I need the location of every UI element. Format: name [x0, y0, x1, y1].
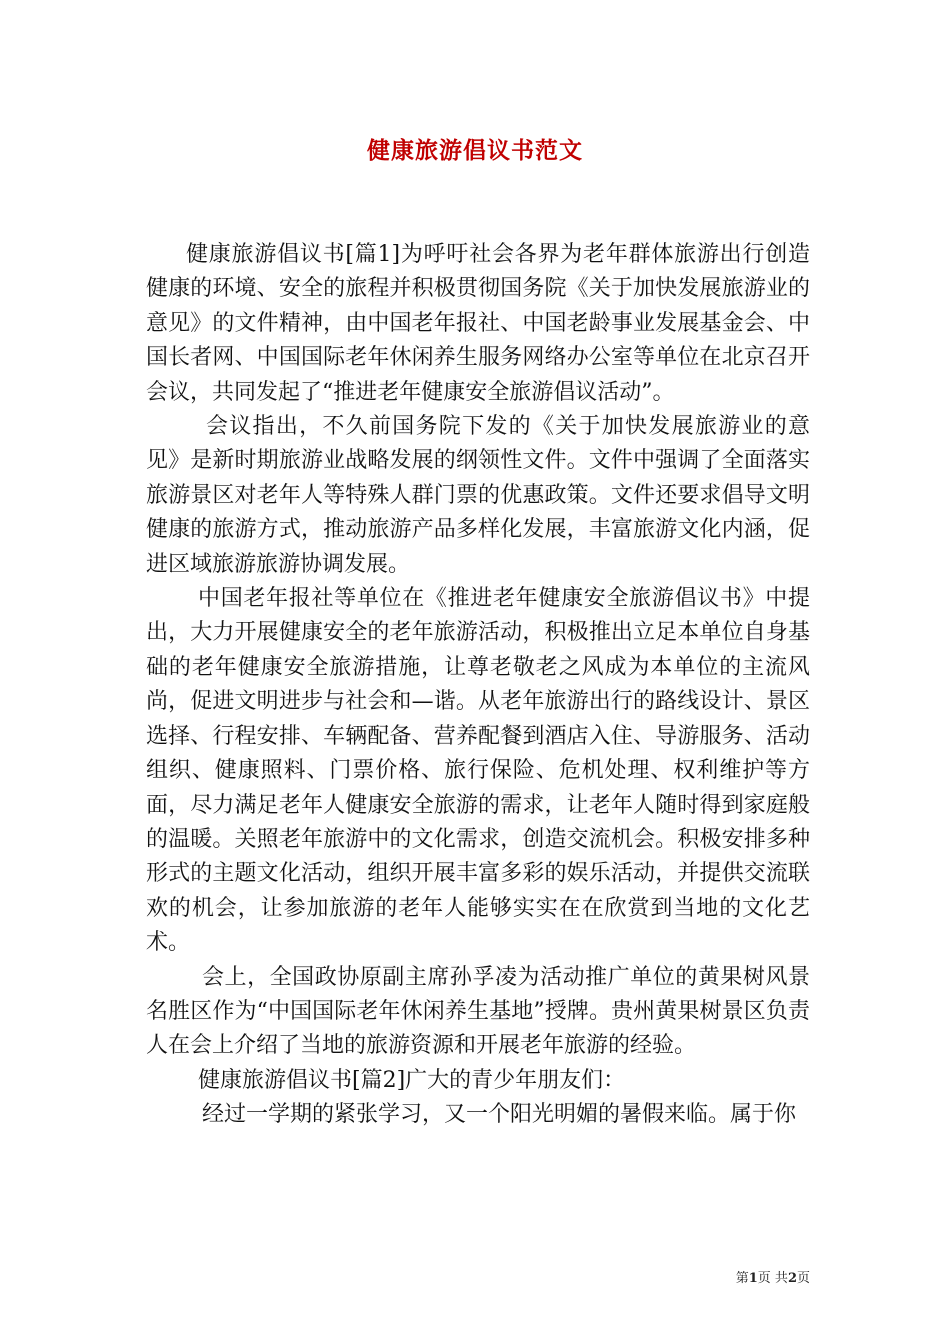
paragraph-6: 经过一学期的紧张学习，又一个阳光明媚的暑假来临。属于你 — [202, 1102, 797, 1128]
page-footer — [680, 1267, 810, 1286]
paragraph-5: 健康旅游倡议书[篇2]广大的青少年朋友们： — [198, 1067, 626, 1093]
document-title: 健康旅游倡议书范文 — [367, 137, 583, 164]
paragraph-3: 中国老年报社等单位在《推进老年健康安全旅游倡议书》中提出，大力开展健康安全的老年旅游活动，积极推出立足本单位自身基础的老年健康安全旅游措施，让尊老敬老之风成为本单位的主流风尚，促进文明进步与社会和—谐。从老年旅游出行的路线设计、景区选择、行程安排、车辆配备、营养配餐到酒店入住、导游服务、活动组织、健康照料、门票价格、旅行保险、危机处理、权利维护等方面，尽力满足老年人健康安全旅游的需求，让老年人随时得到家庭般的温暖。关照老年旅游中的文化需求，创造交流机会。积极安排多种形式的主题文化活动，组织开展丰富多彩的娱乐活动，并提供交流联欢的机会，让参加旅游的老年人能够实实在在欣赏到当地的文化艺术。 — [146, 586, 810, 956]
document-body — [146, 238, 810, 1133]
footer-suffix: 页 — [796, 1271, 810, 1286]
footer-middle: 页 共 — [757, 1271, 788, 1286]
paragraph-2: 会议指出，不久前国务院下发的《关于加快发展旅游业的意见》是新时期旅游业战略发展的纲领性文件。文件中强调了全面落实旅游景区对老年人等特殊人群门票的优惠政策。文件还要求倡导文明健康的旅游方式，推动旅游产品多样化发展，丰富旅游文化内涵，促进区域旅游旅游协调发展。 — [146, 414, 810, 577]
footer-total-pages: 2 — [787, 1271, 797, 1286]
paragraph-4: 会上，全国政协原副主席孙孚凌为活动推广单位的黄果树风景名胜区作为“中国国际老年休闲养生基地”授牌。贵州黄果树景区负责人在会上介绍了当地的旅游资源和开展老年旅游的经验。 — [146, 964, 810, 1059]
footer-current-page: 1 — [748, 1271, 758, 1286]
paragraph-1: 健康旅游倡议书[篇1]为呼吁社会各界为老年群体旅游出行创造健康的环境、安全的旅程并积极贯彻国务院《关于加快发展旅游业的意见》的文件精神，由中国老年报社、中国老龄事业发展基金会、中国长者网、中国国际老年休闲养生服务网络办公室等单位在北京召开会议，共同发起了“推进老年健康安全旅游倡议活动”。 — [146, 242, 810, 405]
footer-prefix: 第 — [735, 1271, 749, 1286]
